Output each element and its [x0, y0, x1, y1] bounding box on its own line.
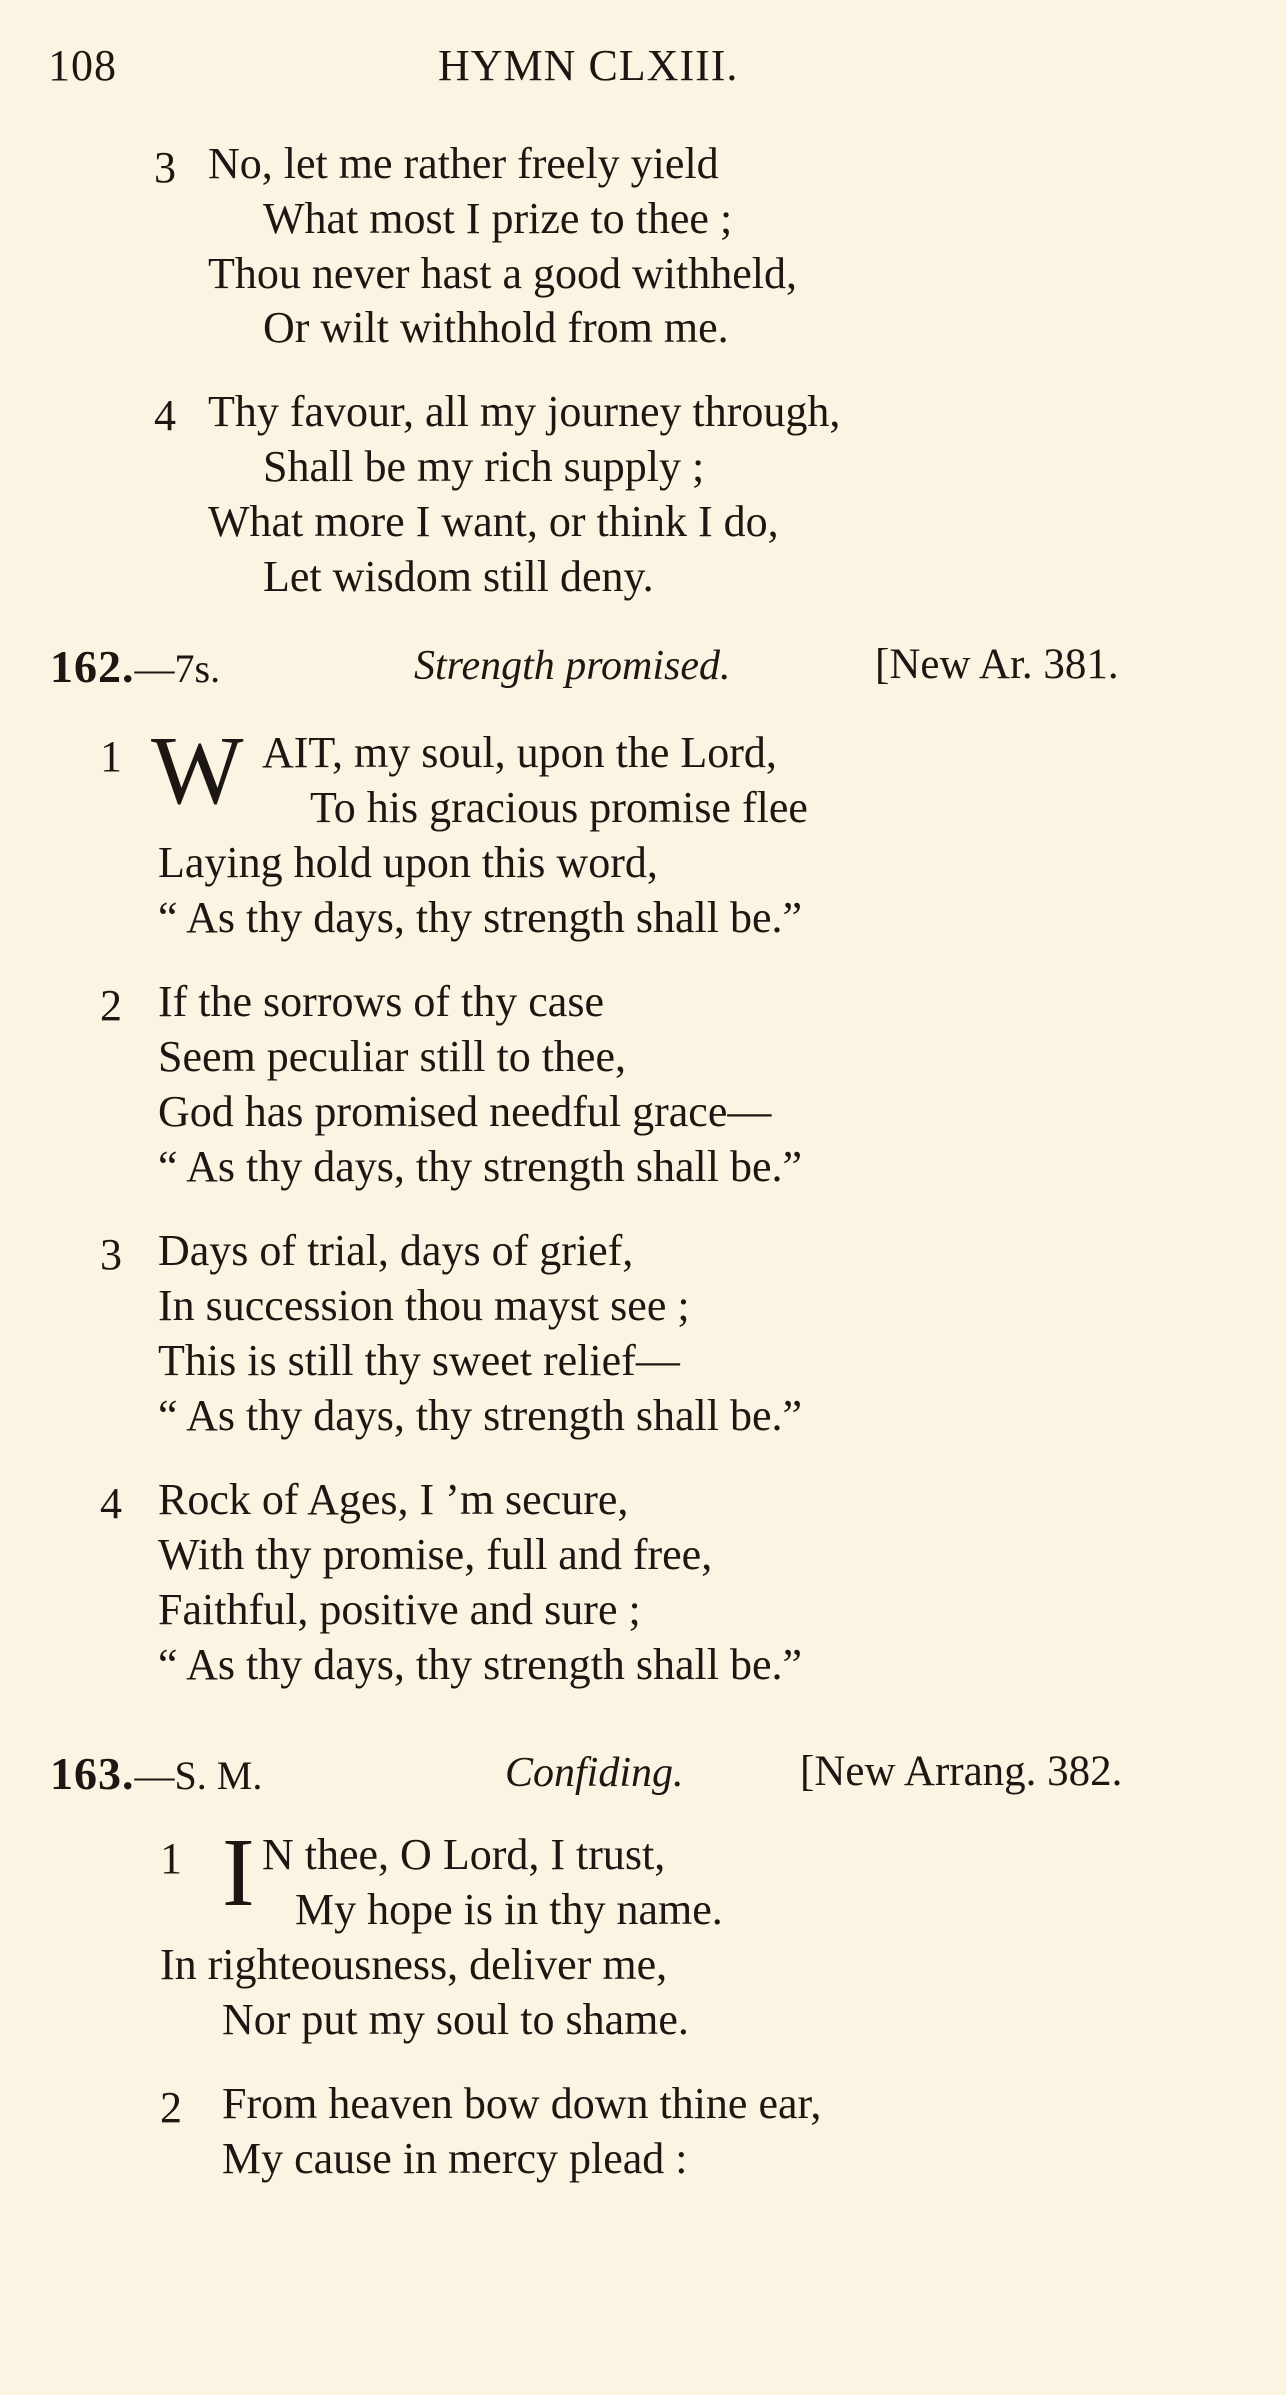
verse-line: To his gracious promise flee: [310, 783, 808, 832]
verse-line: My cause in mercy plead :: [222, 2134, 688, 2183]
verse-line: From heaven bow down thine ear,: [222, 2079, 822, 2128]
verse-line: Nor put my soul to shame.: [222, 1995, 689, 2044]
verse-line: Rock of Ages, I ’m secure,: [158, 1475, 629, 1524]
verse-line: Seem peculiar still to thee,: [158, 1032, 626, 1081]
running-title: HYMN CLXIII.: [438, 41, 739, 90]
hymn-number: 163.: [50, 1748, 135, 1799]
verse-line: God has promised needful grace—: [158, 1087, 772, 1136]
hymn-meter: —7s.: [134, 646, 221, 691]
hymn-title: Confiding.: [505, 1750, 684, 1796]
stanza-number: 1: [160, 1834, 182, 1883]
verse-line: In succession thou mayst see ;: [158, 1281, 690, 1330]
stanza-number: 4: [154, 391, 176, 440]
verse-line: This is still thy sweet relief—: [158, 1336, 680, 1385]
verse-line: Thy favour, all my journey through,: [208, 387, 841, 436]
verse-line: Thou never hast a good withheld,: [208, 249, 797, 298]
verse-line: What most I prize to thee ;: [263, 194, 733, 243]
verse-line: Or wilt withhold from me.: [263, 303, 729, 352]
verse-line: Shall be my rich supply ;: [263, 442, 705, 491]
verse-line: “ As thy days, thy strength shall be.”: [158, 893, 803, 942]
drop-cap: W: [151, 717, 244, 825]
verse-line: If the sorrows of thy case: [158, 977, 604, 1026]
stanza-number: 2: [160, 2083, 182, 2132]
page-number: 108: [48, 41, 117, 90]
verse-line: AIT, my soul, upon the Lord,: [262, 728, 777, 777]
verse-line: Let wisdom still deny.: [263, 552, 654, 601]
hymn-heading: [50, 1747, 262, 1800]
verse-line: Faithful, positive and sure ;: [158, 1585, 641, 1634]
verse-line: Days of trial, days of grief,: [158, 1226, 634, 1275]
verse-line: N thee, O Lord, I trust,: [262, 1830, 666, 1879]
stanza-number: 1: [100, 732, 122, 781]
hymn-heading: [50, 640, 220, 693]
verse-line: Laying hold upon this word,: [158, 838, 658, 887]
stanza-number: 4: [100, 1479, 122, 1528]
hymn-meter: —S. M.: [134, 1753, 263, 1798]
verse-line: My hope is in thy name.: [295, 1885, 723, 1934]
hymn-reference: [New Arrang. 382.: [800, 1748, 1123, 1795]
verse-line: What more I want, or think I do,: [208, 497, 779, 546]
stanza-number: 2: [100, 981, 122, 1030]
verse-line: No, let me rather freely yield: [208, 139, 719, 188]
verse-line: With thy promise, full and free,: [158, 1530, 713, 1579]
verse-line: “ As thy days, thy strength shall be.”: [158, 1640, 803, 1689]
stanza-number: 3: [154, 143, 176, 192]
hymn-number: 162.: [50, 641, 135, 692]
verse-line: In righteousness, deliver me,: [160, 1940, 668, 1989]
hymn-reference: [New Ar. 381.: [875, 641, 1119, 688]
stanza-number: 3: [100, 1230, 122, 1279]
hymn-title: Strength promised.: [414, 643, 731, 689]
drop-cap: I: [222, 1819, 255, 1927]
verse-line: “ As thy days, thy strength shall be.”: [158, 1142, 803, 1191]
verse-line: “ As thy days, thy strength shall be.”: [158, 1391, 803, 1440]
